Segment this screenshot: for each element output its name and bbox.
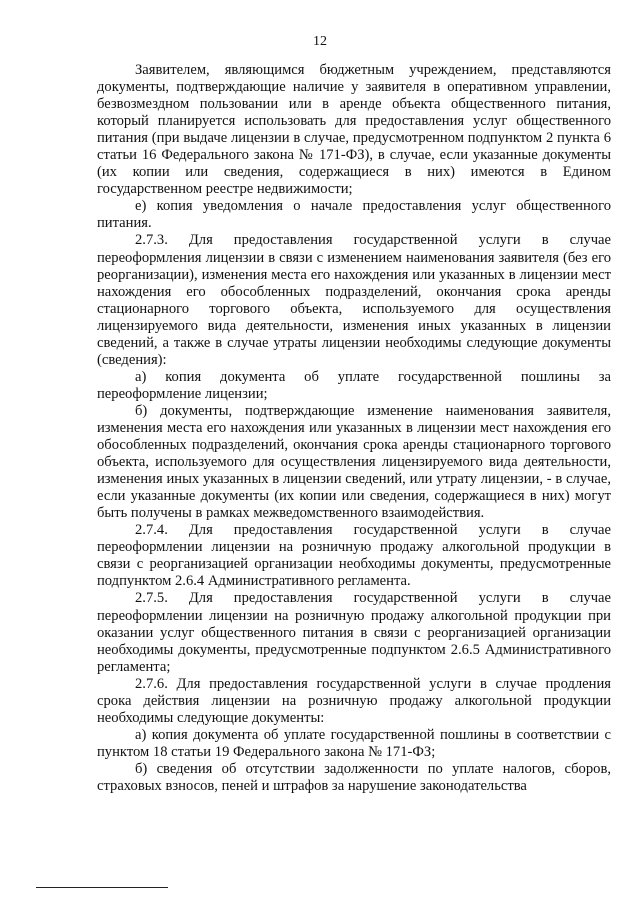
paragraph-2-7-3-a: а) копия документа об уплате государственной пошлины за переоформление лицензии; bbox=[97, 368, 611, 402]
paragraph-2-7-6: 2.7.6. Для предоставления государственной услуги в случае продления срока действия лицензии на розничную продажу алкогольной продукции необходимы следующие документы: bbox=[97, 675, 611, 726]
page-number: 12 bbox=[313, 34, 327, 49]
paragraph-2-7-6-b: б) сведения об отсутствии задолженности по уплате налогов, сборов, страховых взносов, пеней и штрафов за нарушение законодательства bbox=[97, 760, 611, 794]
paragraph-2-7-4: 2.7.4. Для предоставления государственной услуги в случае переоформлении лицензии на розничную продажу алкогольной продукции в связи с реорганизацией организации необходимы документы, предусмотренные подпунктом 2.6.4 Административного регламента. bbox=[97, 522, 611, 590]
document-body bbox=[97, 62, 611, 795]
paragraph-2-7-3-b: б) документы, подтверждающие изменение наименования заявителя, изменения места его нахождения или указанных в лицензии мест нахождения его обособленных подразделений, окончания срока аренды стационарного торгового объекта, используемого для осуществления лицензируемого вида деятельности, изменения иных указанных в лицензии сведений, или утрату лицензии, - в случае, если указанные документы (их копии или сведения, содержащиеся в них) могут быть получены в рамках межведомственного взаимодействия. bbox=[97, 402, 611, 522]
footnote-divider bbox=[36, 887, 168, 888]
paragraph-2-7-6-a: а) копия документа об уплате государственной пошлины в соответствии с пунктом 18 статьи 19 Федерального закона № 171-ФЗ; bbox=[97, 726, 611, 760]
paragraph-2-7-3: 2.7.3. Для предоставления государственной услуги в случае переоформления лицензии в связи с изменением наименования заявителя (без его реорганизации), изменения места его нахождения или указанных в лицензии мест нахождения его обособленных подразделений, окончания срока аренды стационарного торгового объекта, используемого для осуществления лицензируемого вида деятельности, изменения иных указанных в лицензии сведений, а также в случае утраты лицензии необходимы следующие документы (сведения): bbox=[97, 232, 611, 368]
paragraph-2-7-5: 2.7.5. Для предоставления государственной услуги в случае переоформлении лицензии на розничную продажу алкогольной продукции при оказании услуг общественного питания в связи с реорганизацией организации необходимы документы, предусмотренные подпунктом 2.6.5 Административного регламента; bbox=[97, 590, 611, 675]
paragraph-item-e: е) копия уведомления о начале предоставления услуг общественного питания. bbox=[97, 198, 611, 232]
paragraph-applicant-budget: Заявителем, являющимся бюджетным учреждением, представляются документы, подтверждающие наличие у заявителя в оперативном управлении, безвозмездном пользовании или в аренде объекта общественного питания, который планируется использовать для предоставления услуг общественного питания (при выдаче лицензии в случае, предусмотренном подпунктом 2 пункта 6 статьи 16 Федерального закона № 171-ФЗ), в случае, если указанные документы (их копии или сведения, содержащиеся в них) имеются в Едином государственном реестре недвижимости; bbox=[97, 62, 611, 198]
